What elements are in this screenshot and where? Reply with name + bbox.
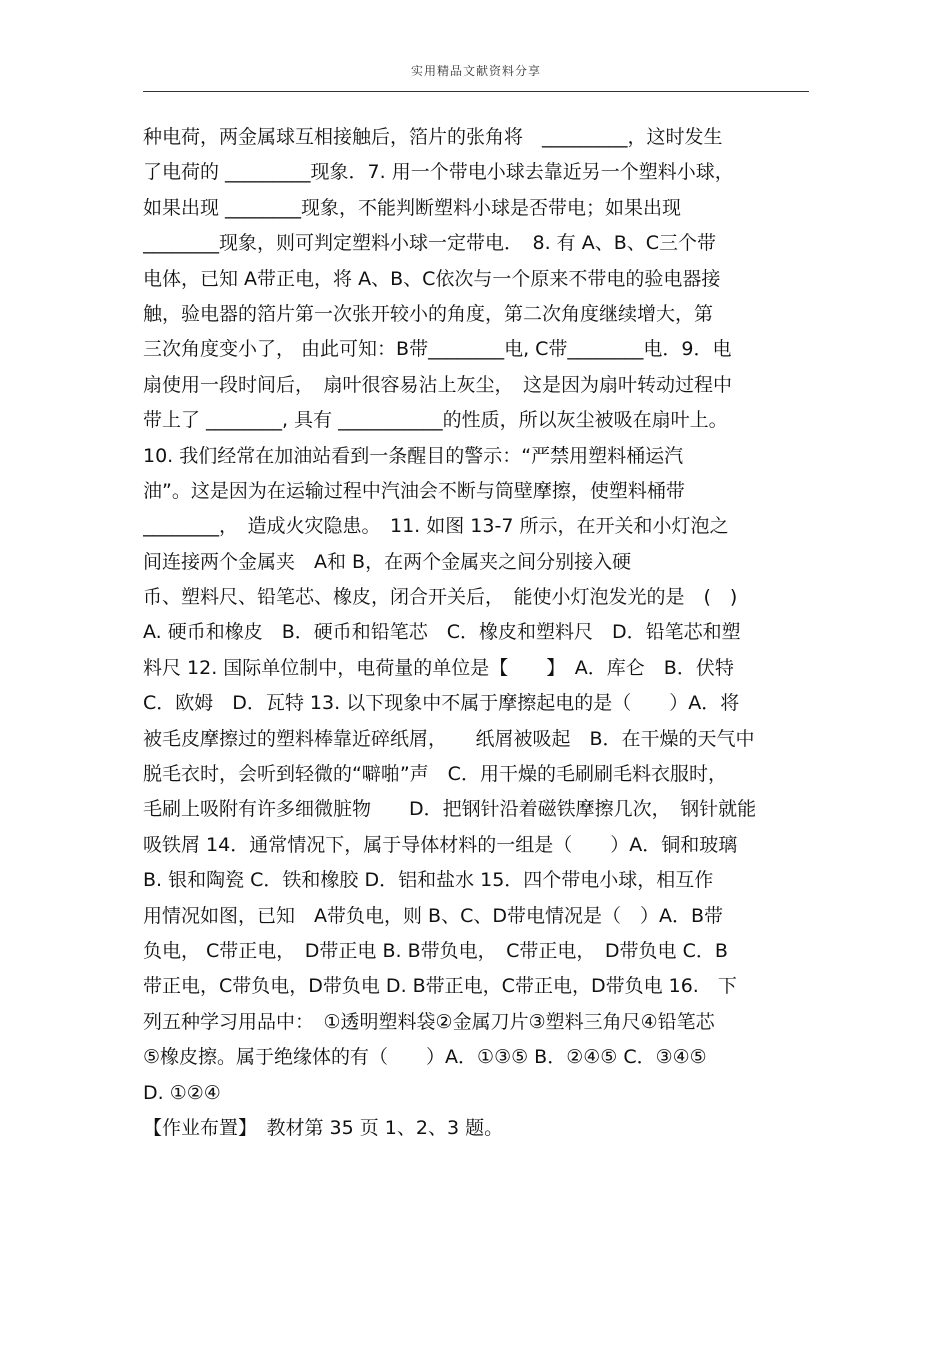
text-line: 带上了 ________, 具有 ___________的性质，所以灰尘被吸在扇叶上。 (143, 409, 728, 432)
text-line: 了电荷的 _________现象．7. 用一个带电小球去靠近另一个塑料小球， (143, 161, 734, 184)
text-line: 触，验电器的箔片第一次张开较小的角度，第二次角度继续增大，第 (143, 302, 714, 325)
text-line: 币、塑料尺、铅笔芯、橡皮，闭合开关后， 能使小灯泡发光的是 ( ) (143, 586, 738, 609)
text-line: B. 银和陶瓷 C．铁和橡胶 D．铝和盐水 15．四个带电小球，相互作 (143, 869, 714, 892)
text-line: 被毛皮摩擦过的塑料棒靠近碎纸屑， 纸屑被吸起 B．在干燥的天气中 (143, 727, 755, 750)
text-line: 10. 我们经常在加油站看到一条醒目的警示：“严禁用塑料桶运汽 (143, 444, 684, 467)
body-text (143, 120, 813, 1146)
text-line: 扇使用一段时间后， 扇叶很容易沾上灰尘， 这是因为扇叶转动过程中 (143, 373, 733, 396)
text-line: 列五种学习用品中： ①透明塑料袋②金属刀片③塑料三角尺④铅笔芯 (143, 1010, 715, 1033)
homework-assignment: 【作业布置】 教材第 35 页 1、2、3 题。 (143, 1116, 504, 1139)
header-rule (143, 91, 809, 92)
text-line: 带正电，C带负电，D带负电 D. B带正电，C带正电，D带负电 16. 下 (143, 975, 737, 998)
text-line: 负电， C带正电， D带正电 B. B带负电， C带正电， D带负电 C．B (143, 939, 728, 962)
text-line: 间连接两个金属夹 A和 B，在两个金属夹之间分别接入硬 (143, 550, 632, 573)
text-line: ________现象，则可判定塑料小球一定带电． 8. 有 A、B、C三个带 (143, 232, 717, 255)
text-line: 电体，已知 A带正电，将 A、B、C依次与一个原来不带电的验电器接 (143, 267, 721, 290)
text-line: C．欧姆 D．瓦特 13. 以下现象中不属于摩擦起电的是（ ）A．将 (143, 692, 740, 715)
text-line: 料尺 12. 国际单位制中，电荷量的单位是【 】 A．库仑 B．伏特 (143, 656, 734, 679)
text-line: 如果出现 ________现象，不能判断塑料小球是否带电；如果出现 (143, 196, 682, 219)
text-line: 毛刷上吸附有许多细微脏物 D．把钢针沿着磁铁摩擦几次， 钢针就能 (143, 798, 757, 821)
text-line: 吸铁屑 14．通常情况下，属于导体材料的一组是（ ）A．铜和玻璃 (143, 833, 738, 856)
text-line: ________， 造成火灾隐患。 11. 如图 13-7 所示，在开关和小灯泡之 (143, 515, 729, 538)
text-line: 油”。这是因为在运输过程中汽油会不断与筒壁摩擦，使塑料桶带 (143, 479, 685, 502)
page-header: 实用精品文献资料分享 (410, 64, 541, 78)
text-line: 种电荷，两金属球互相接触后，箔片的张角将 _________，这时发生 (143, 126, 723, 148)
text-line: 脱毛衣时，会听到轻微的“噼啪”声 C．用干燥的毛刷刷毛料衣服时， (143, 763, 727, 786)
text-line: 三次角度变小了， 由此可知：B带________电, C带________电．9．电 (143, 338, 732, 361)
text-line: 用情况如图，已知 A带负电，则 B、C、D带电情况是（ ）A．B带 (143, 904, 724, 927)
text-line: ⑤橡皮擦。属于绝缘体的有（ ）A．①③⑤ B．②④⑤ C．③④⑤ (143, 1046, 707, 1069)
text-line: A. 硬币和橡皮 B．硬币和铅笔芯 C．橡皮和塑料尺 D．铅笔芯和塑 (143, 621, 741, 644)
text-line: D. ①②④ (143, 1081, 221, 1104)
